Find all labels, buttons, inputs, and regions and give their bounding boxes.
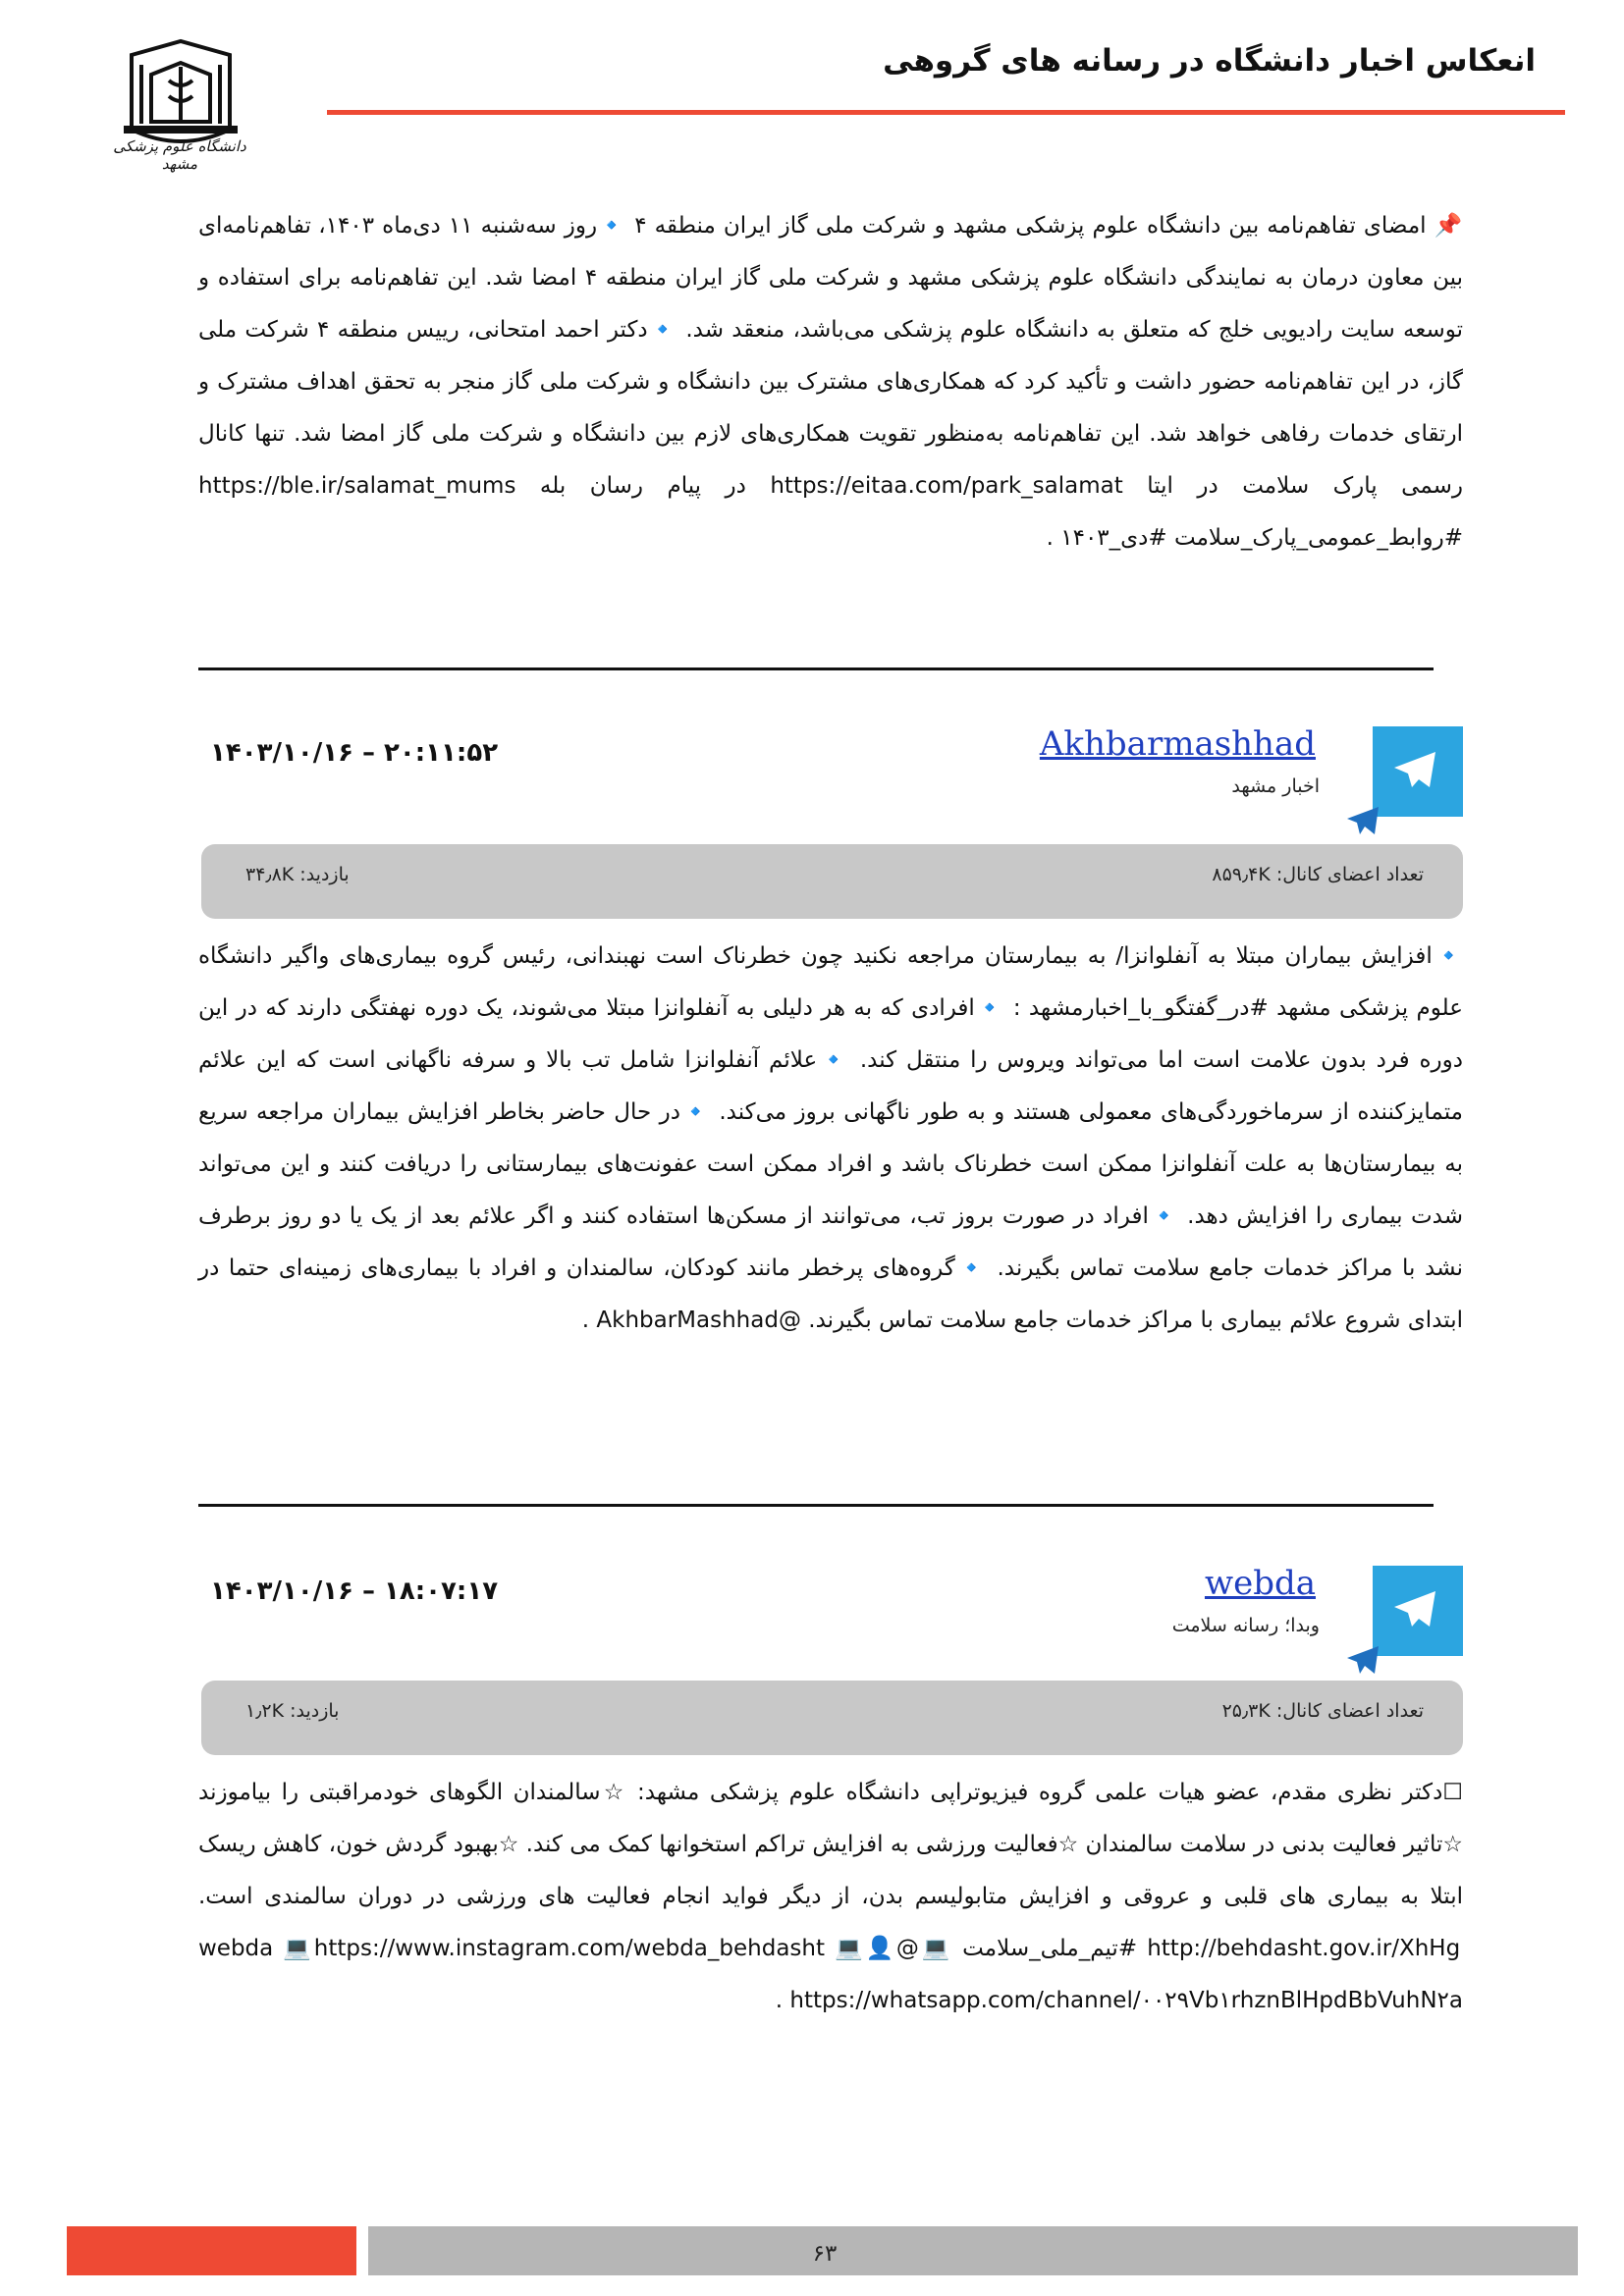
members-value: ۸۵۹٫۴K	[1212, 864, 1271, 885]
channel-subtitle: وبدا؛ رسانه سلامت	[1171, 1615, 1320, 1636]
page-number: ۶۳	[812, 2241, 838, 2267]
views-value: ۳۴٫۸K	[245, 864, 295, 885]
post-datetime: ۱۴۰۳/۱۰/۱۶ – ۱۸:۰۷:۱۷	[210, 1576, 499, 1606]
views-stat	[245, 864, 350, 885]
telegram-small-icon	[1345, 1642, 1380, 1678]
separator-line	[198, 667, 1434, 670]
post-body: 🔹افزایش بیماران مبتلا به آنفلوانزا/ به بیمارستان مراجعه نکنید چون خطرناک است نهبندانی، رئیس گروه بیماری‌های واگیر دانشگاه علوم پزشکی مشهد #در_گفتگو_با_اخبارمشهد : 🔹افرادی که به هر دلیلی به آنفلوانزا مبتلا می‌شوند، یک دوره نهفتگی دارند که در این دوره فرد بدون علامت است اما می‌تواند ویروس را منتقل کند. 🔹علائم آنفلوانزا شامل تب بالا و سرفه ناگهانی است که این علائم متمایزکننده از سرماخوردگی‌های معمولی هستند و به طور ناگهانی بروز می‌کند. 🔹در حال حاضر بخاطر افزایش بیماران مراجعه سریع به بیمارستان‌ها به علت آنفلوانزا ممکن است خطرناک باشد و افراد ممکن است عفونت‌های بیمارستانی را دریافت کنند و این می‌تواند شدت بیماری را افزایش دهد. 🔹افراد در صورت بروز تب، می‌توانند از مسکن‌ها استفاده کنند و اگر علائم بعد از یک یا دو روز برطرف نشد با مراکز خدمات جامع سلامت تماس بگیرند. 🔹گروه‌های پرخطر مانند کودکان، سالمندان و افراد با بیماری‌های زمینه‌ای حتما در ابتدای شروع علائم بیماری با مراکز خدمات جامع سلامت تماس بگیرند. @AkhbarMashhad .	[198, 943, 1463, 1333]
footer-accent-bar	[67, 2226, 356, 2275]
channel-subtitle: اخبار مشهد	[1231, 775, 1320, 797]
members-stat	[1222, 1700, 1424, 1722]
views-stat	[245, 1700, 339, 1722]
telegram-icon	[1373, 726, 1463, 817]
stats-bar	[201, 1681, 1463, 1755]
members-label: تعداد اعضای کانال:	[1275, 1700, 1424, 1722]
page-title: انعکاس اخبار دانشگاه در رسانه های گروهی	[883, 43, 1536, 79]
telegram-icon	[1373, 1566, 1463, 1656]
members-label: تعداد اعضای کانال:	[1275, 864, 1424, 885]
views-label: بازدید:	[290, 1700, 340, 1722]
views-value: ۱٫۲K	[245, 1700, 285, 1722]
views-label: بازدید:	[299, 864, 350, 885]
telegram-small-icon	[1345, 803, 1380, 838]
members-stat	[1212, 864, 1424, 885]
post-body: ☐دکتر نظری مقدم، عضو هیات علمی گروه فیزیوتراپی دانشگاه علوم پزشکی مشهد: ☆سالمندان الگوهای خودمراقبتی را بیاموزند ☆تاثیر فعالیت بدنی در سلامت سالمندان ☆فعالیت ورزشی به افزایش تراکم استخوانها کمک می کند. ☆بهبود گردش خون، کاهش ریسک ابتلا به بیماری های قلبی و عروقی و افزایش متابولیسم بدن، از دیگر فواید انجام فعالیت های ورزشی در دوران سالمندی است. http://behdasht.gov.ir/XhHg #تیم_ملی_سلامت 💻@webda 💻https://www.instagram.com/webda_behdasht 💻👤https://whatsapp.com/channel/۰۰۲۹Vb۱rhznBlHpdBbVuhN۲a .	[198, 1780, 1463, 2013]
logo-caption: دانشگاه علوم پزشکی مشهد	[113, 137, 246, 173]
stats-bar	[201, 844, 1463, 919]
post-datetime: ۱۴۰۳/۱۰/۱۶ – ۲۰:۱۱:۵۲	[210, 738, 499, 768]
separator-line	[198, 1504, 1434, 1507]
intro-paragraph: 📌 امضای تفاهم‌نامه بین دانشگاه علوم پزشکی مشهد و شرکت ملی گاز ایران منطقه ۴ 🔹روز سه‌شنبه ۱۱ دی‌ماه ۱۴۰۳، تفاهم‌نامه‌ای بین معاون درمان به نمایندگی دانشگاه علوم پزشکی مشهد و شرکت ملی گاز ایران منطقه ۴ امضا شد. این تفاهم‌نامه برای استفاده و توسعه سایت رادیویی خلج که متعلق به دانشگاه علوم پزشکی می‌باشد، منعقد شد. 🔹دکتر احمد امتحانی، رییس منطقه ۴ شرکت ملی گاز، در این تفاهم‌نامه حضور داشت و تأکید کرد که همکاری‌های مشترک بین دانشگاه و شرکت ملی گاز منجر به تحقق اهداف مشترک و ارتقای خدمات رفاهی خواهد شد. این تفاهم‌نامه به‌منظور تقویت همکاری‌های لازم بین دانشگاه و شرکت ملی گاز امضا شد. تنها کانال رسمی پارک سلامت در ایتا https://eitaa.com/park_salamat در پیام رسان بله https://ble.ir/salamat_mums #روابط_عمومی_پارک_سلامت #دی_۱۴۰۳ .	[198, 213, 1464, 551]
header-rule	[327, 110, 1565, 115]
channel-name-link[interactable]: webda	[1204, 1564, 1316, 1603]
footer-gray-bar	[368, 2226, 1578, 2275]
channel-name-link[interactable]: Akhbarmashhad	[1039, 724, 1316, 764]
members-value: ۲۵٫۳K	[1221, 1700, 1271, 1722]
